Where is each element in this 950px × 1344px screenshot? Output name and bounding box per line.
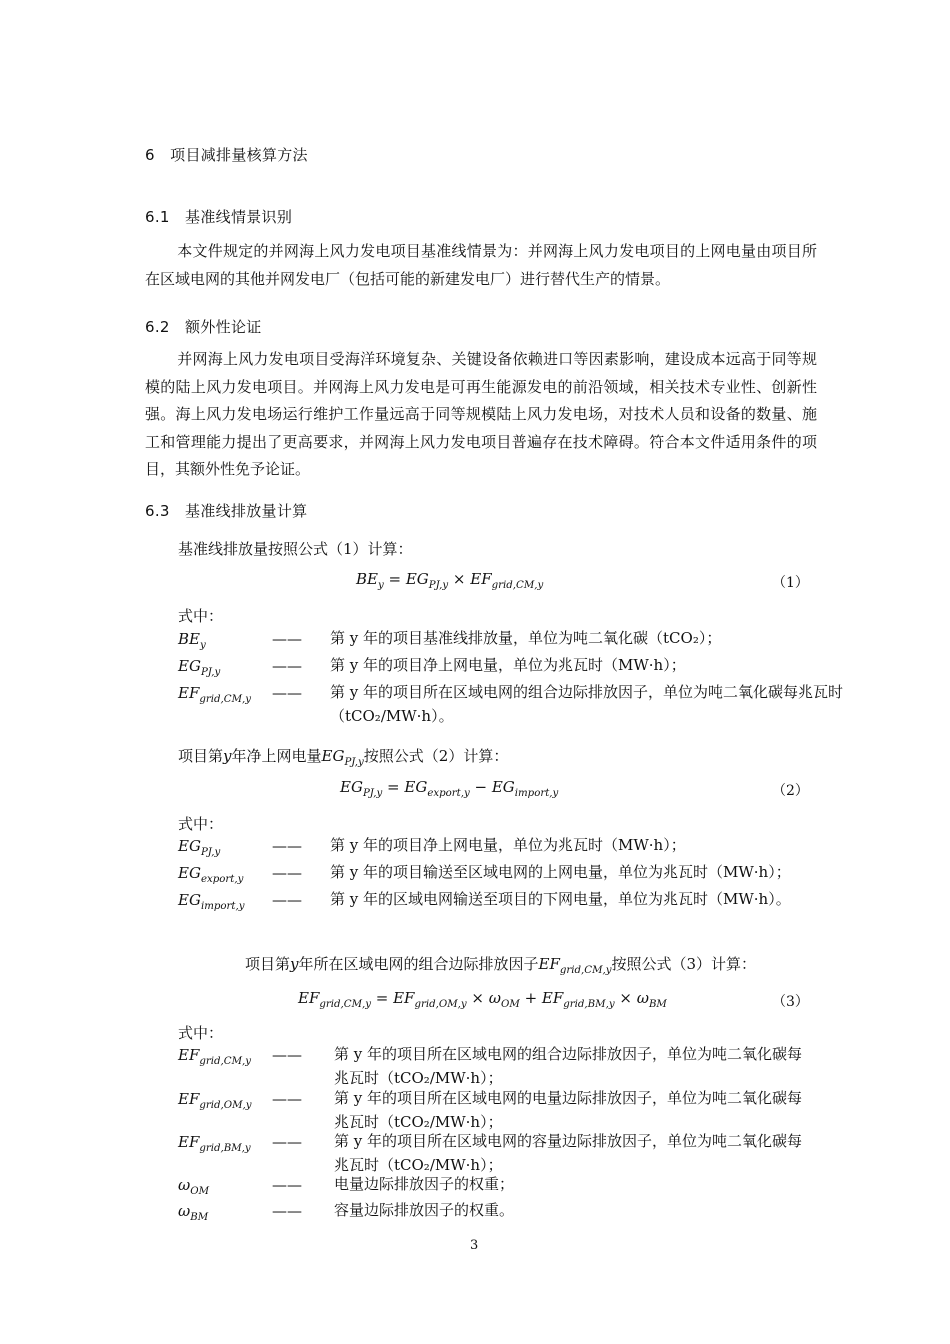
where-label-2: 式中：: [178, 815, 224, 833]
section-6-2-paragraph: 并网海上风力发电项目受海洋环境复杂、关键设备依赖进口等因素影响，建设成本远高于同等规模的陆上风力发电项目。并网海上风力发电是可再生能源发电的前沿领域，相关技术专业性、创新性强。海上风力发电场运行维护工作量远高于同等规模陆上风力发电场，对技术人员和设备的数量、施工和管理能力提出了更高要求，并网海上风力发电项目普遍存在技术障碍。符合本文件适用条件的项目，其额外性免予论证。: [145, 350, 817, 478]
dash: ——: [272, 1133, 302, 1151]
var-eg-pj-y: $EG_{PJ,y}$: [178, 657, 221, 678]
var-omega-bm: $\omega_{BM}$: [178, 1202, 209, 1223]
formula-1-intro: 基准线排放量按照公式（1）计算：: [178, 540, 413, 558]
where-label-3: 式中：: [178, 1024, 224, 1042]
formula-3: $EF_{grid,CM,y} = EF_{grid,OM,y} \times \omega_{OM} + EF_{grid,BM,y} \times \omega_{BM}$: [298, 989, 667, 1010]
formula-2-number: （2）: [772, 783, 809, 799]
section-6-heading: 6 项目减排量核算方法: [145, 146, 308, 164]
dash: ——: [272, 1090, 302, 1108]
formula-3-number: （3）: [772, 994, 809, 1010]
page-number: 3: [470, 1238, 479, 1253]
dash: ——: [272, 657, 302, 675]
def-ef-grid-bm-y: 第 y 年的项目所在区域电网的容量边际排放因子，单位为吨二氧化碳每兆瓦时（tCO₂/MW·h）；: [334, 1132, 803, 1174]
def-eg-pj-y-2: 第 y 年的项目净上网电量，单位为兆瓦时（MW·h）；: [330, 836, 686, 854]
section-6-2-heading: 6.2 额外性论证: [145, 318, 262, 336]
dash: ——: [272, 891, 302, 909]
formula-2: $EG_{PJ,y} = EG_{export,y} - EG_{import,y}$: [340, 778, 559, 799]
section-6-1-paragraph: 本文件规定的并网海上风力发电项目基准线情景为：并网海上风力发电项目的上网电量由项目所在区域电网的其他并网发电厂（包括可能的新建发电厂）进行替代生产的情景。: [145, 242, 817, 288]
var-ef-grid-om-y: $EF_{grid,OM,y}$: [178, 1090, 252, 1111]
def-ef-grid-cm-y: 第 y 年的项目所在区域电网的组合边际排放因子，单位为吨二氧化碳每兆瓦时（tCO₂/MW·h）。: [330, 683, 844, 725]
dash: ——: [272, 1202, 302, 1220]
var-eg-export-y: $EG_{export,y}$: [178, 864, 244, 885]
formula-1-number: （1）: [772, 575, 809, 591]
dash: ——: [272, 1176, 302, 1194]
section-6-3-heading: 6.3 基准线排放量计算: [145, 502, 308, 520]
dash: ——: [272, 684, 302, 702]
def-eg-export-y: 第 y 年的项目输送至区域电网的上网电量，单位为兆瓦时（MW·h）；: [330, 863, 791, 881]
section-6-1-heading: 6.1 基准线情景识别: [145, 208, 293, 226]
var-ef-grid-cm-y-3: $EF_{grid,CM,y}$: [178, 1046, 251, 1067]
var-omega-om: $\omega_{OM}$: [178, 1176, 210, 1197]
dash: ——: [272, 1046, 302, 1064]
dash: ——: [272, 630, 302, 648]
def-ef-grid-cm-y-3: 第 y 年的项目所在区域电网的组合边际排放因子，单位为吨二氧化碳每兆瓦时（tCO₂/MW·h）；: [334, 1045, 803, 1087]
var-ef-grid-cm-y: $EF_{grid,CM,y}$: [178, 684, 251, 705]
dash: ——: [272, 837, 302, 855]
formula-2-intro: 项目第y年净上网电量$EG_{PJ,y}$按照公式（2）计算：: [178, 747, 509, 768]
def-omega-bm: 容量边际排放因子的权重。: [334, 1201, 515, 1219]
formula-3-intro: 项目第y年所在区域电网的组合边际排放因子$EF_{grid,CM,y}$按照公式（3）计算：: [245, 955, 757, 976]
formula-1: $BE_y = EG_{PJ,y} \times EF_{grid,CM,y}$: [356, 570, 544, 591]
var-eg-import-y: $EG_{import,y}$: [178, 891, 245, 912]
var-eg-pj-y-2: $EG_{PJ,y}$: [178, 837, 221, 858]
def-ef-grid-om-y: 第 y 年的项目所在区域电网的电量边际排放因子，单位为吨二氧化碳每兆瓦时（tCO₂/MW·h）；: [334, 1089, 803, 1131]
dash: ——: [272, 864, 302, 882]
def-eg-import-y: 第 y 年的区域电网输送至项目的下网电量，单位为兆瓦时（MW·h）。: [330, 890, 791, 908]
def-be-y: 第 y 年的项目基准线排放量，单位为吨二氧化碳（tCO₂）；: [330, 629, 722, 647]
def-eg-pj-y: 第 y 年的项目净上网电量，单位为兆瓦时（MW·h）；: [330, 656, 686, 674]
def-omega-om: 电量边际排放因子的权重；: [334, 1175, 515, 1193]
where-label-1: 式中：: [178, 607, 224, 625]
var-be-y: $BE_y$: [178, 630, 206, 651]
var-ef-grid-bm-y: $EF_{grid,BM,y}$: [178, 1133, 251, 1154]
